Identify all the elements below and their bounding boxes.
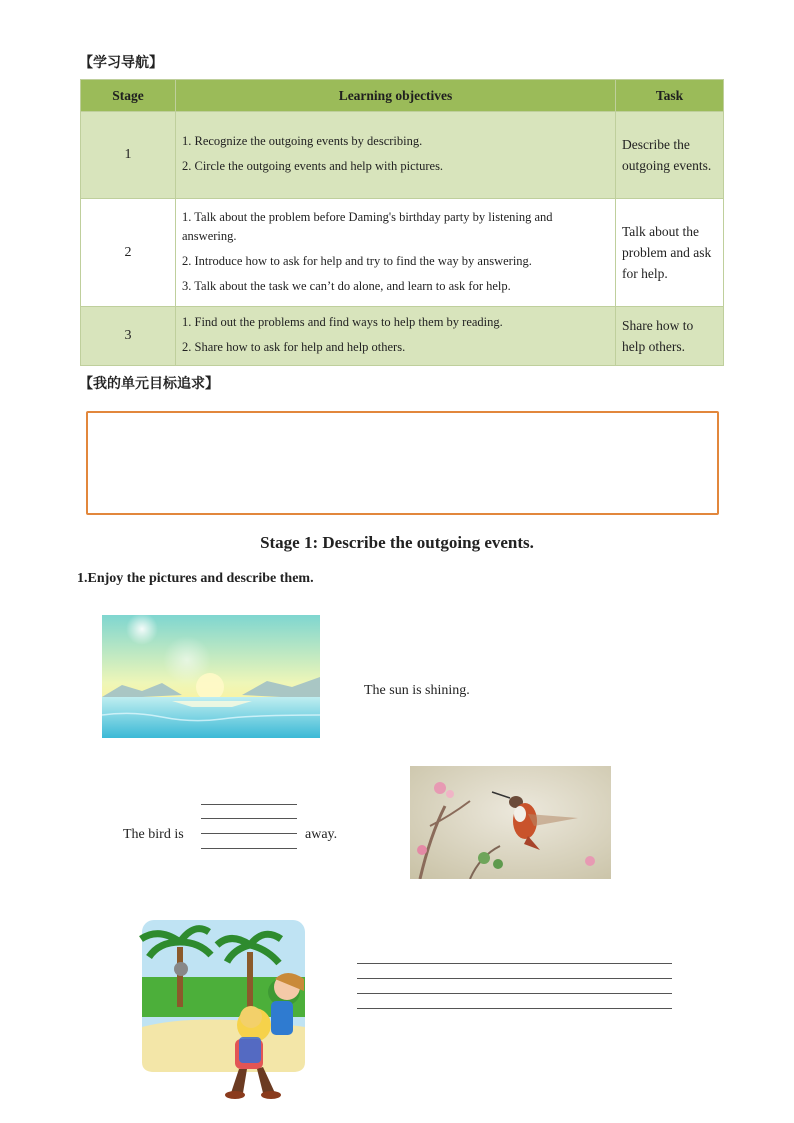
objectives-table bbox=[80, 79, 724, 366]
task-cell: Share how to help others. bbox=[616, 307, 724, 366]
answer-line[interactable] bbox=[357, 1008, 672, 1009]
answer-line[interactable] bbox=[201, 818, 297, 819]
task-cell: Describe the outgoing events. bbox=[616, 112, 724, 199]
question-heading: 1.Enjoy the pictures and describe them. bbox=[77, 571, 314, 586]
stage-number: 2 bbox=[81, 199, 176, 307]
answer-line[interactable] bbox=[201, 848, 297, 849]
hummingbird-picture bbox=[410, 766, 611, 879]
answer-line[interactable] bbox=[201, 804, 297, 805]
objective-item: 3. Talk about the task we can’t do alone, and learn to ask for help. bbox=[182, 278, 511, 293]
objective-item: 1. Find out the problems and find ways to help them by reading. bbox=[182, 315, 503, 329]
table-row bbox=[81, 307, 724, 366]
objective-item: 1. Recognize the outgoing events by describing. bbox=[182, 134, 423, 148]
objectives-cell bbox=[176, 307, 616, 366]
table-row bbox=[81, 112, 724, 199]
task-cell: Talk about the problem and ask for help. bbox=[616, 199, 724, 307]
answer-line[interactable] bbox=[357, 993, 672, 994]
kids-in-park-picture bbox=[139, 917, 305, 1100]
objective-item: 2. Introduce how to ask for help and try to find the way by answering. bbox=[182, 253, 532, 268]
table-header-row bbox=[81, 80, 724, 112]
stage-heading: Stage 1: Describe the outgoing events. bbox=[260, 533, 534, 552]
nav-heading: 【学习导航】 bbox=[79, 55, 163, 71]
sunny-sea-picture bbox=[102, 615, 320, 738]
picture2-sentence-end: away. bbox=[305, 827, 338, 842]
answer-line[interactable] bbox=[357, 978, 672, 979]
picture2-sentence-start: The bird is bbox=[123, 827, 184, 842]
stage-number: 1 bbox=[81, 112, 176, 199]
goal-writing-box[interactable] bbox=[86, 411, 719, 515]
objective-item: 2. Circle the outgoing events and help with pictures. bbox=[182, 159, 444, 173]
objective-item: 1. Talk about the problem before Daming's birthday party by listening and answering. bbox=[182, 209, 553, 243]
objectives-cell bbox=[176, 199, 616, 307]
answer-line[interactable] bbox=[357, 963, 672, 964]
table-row bbox=[81, 199, 724, 307]
goal-heading: 【我的单元目标追求】 bbox=[79, 376, 219, 392]
header-task: Task bbox=[616, 80, 724, 112]
answer-line[interactable] bbox=[201, 833, 297, 834]
picture1-caption: The sun is shining. bbox=[364, 683, 470, 698]
stage-number: 3 bbox=[81, 307, 176, 366]
objective-item: 2. Share how to ask for help and help others. bbox=[182, 340, 406, 354]
header-objectives: Learning objectives bbox=[176, 80, 616, 112]
objectives-cell bbox=[176, 112, 616, 199]
header-stage: Stage bbox=[81, 80, 176, 112]
